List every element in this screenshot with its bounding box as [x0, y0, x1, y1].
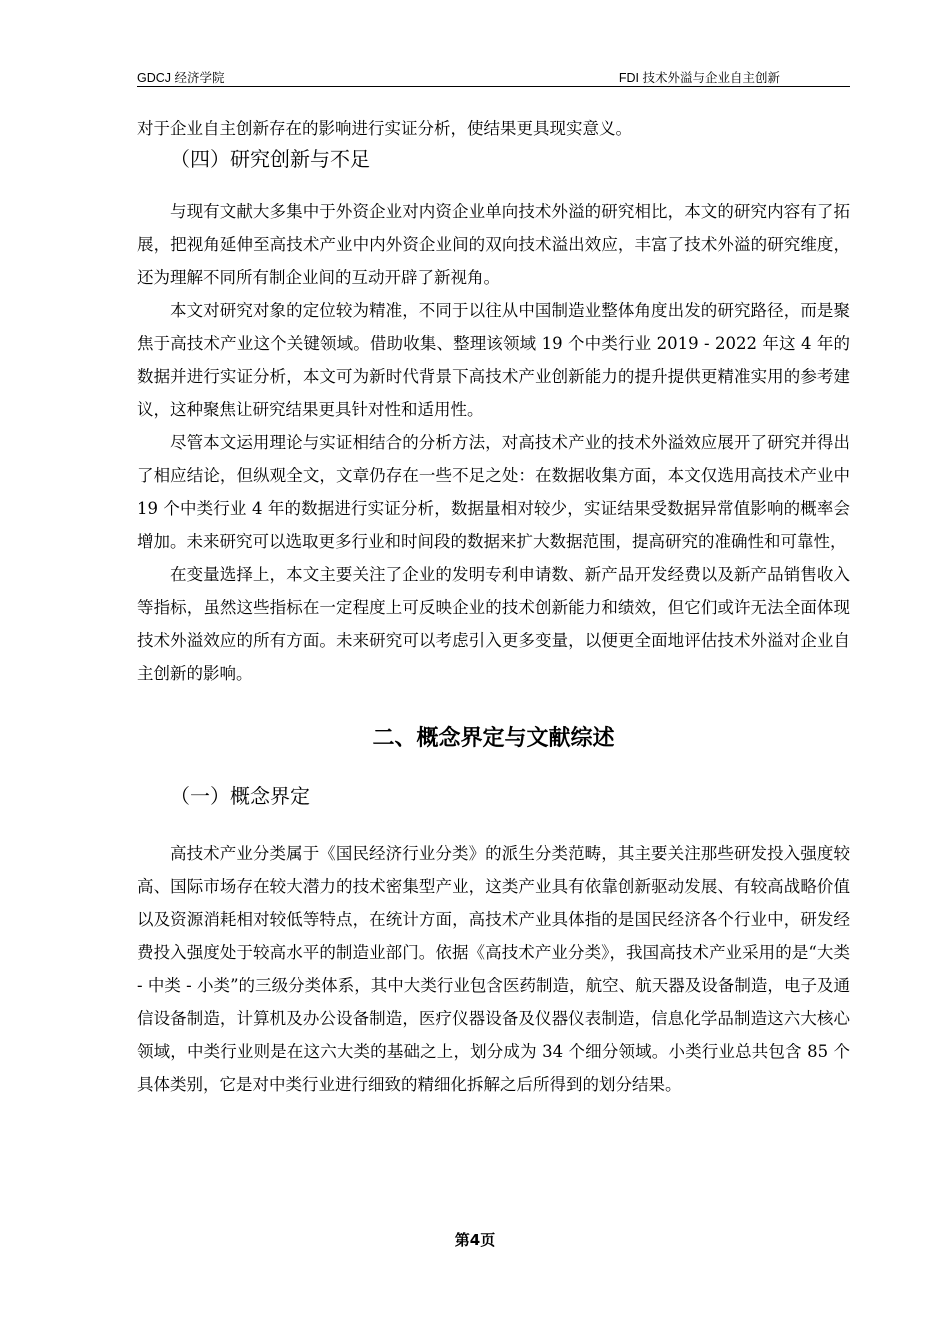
- header-right-text: FDI 技术外溢与企业自主创新: [618, 71, 780, 85]
- section1-paragraph: 高技术产业分类属于《国民经济行业分类》的派生分类范畴，其主要关注那些研发投入强度较高、国际市场存在较大潜力的技术密集型产业，这类产业具有依靠创新驱动发展、有较高战略价值以及资源消耗相对较低等特点，在统计方面，高技术产业具体指的是国民经济各个行业中，研发经费投入强度处于较高水平的制造业部门。依据《高技术产业分类》，我国高技术产业采用的是“大类 - 中类 - 小类”的三级分类体系，其中大类行业包含医药制造，航空、航天器及设备制造，电子及通信设备制造，计算机及办公设备制造，医疗仪器设备及仪器仪表制造，信息化学品制造这六大核心领域，中类行业则是在这六大类的基础之上，划分成为 34 个细分领域。小类行业总共包含 85 个具体类别，它是对中类行业进行细致的精细化拆解之后所得到的划分结果。: [137, 844, 850, 1094]
- section4-paragraph-1: 与现有文献大多集中于外资企业对内资企业单向技术外溢的研究相比，本文的研究内容有了拓展，把视角延伸至高技术产业中内外资企业间的双向技术溢出效应，丰富了技术外溢的研究维度，还为理解不同所有制企业间的互动开辟了新视角。: [137, 202, 850, 287]
- section4-heading: （四）研究创新与不足: [170, 147, 370, 171]
- section1-heading: （一）概念界定: [170, 784, 310, 808]
- section4-paragraph-4: 在变量选择上，本文主要关注了企业的发明专利申请数、新产品开发经费以及新产品销售收入等指标，虽然这些指标在一定程度上可反映企业的技术创新能力和绩效，但它们或许无法全面体现技术外溢效应的所有方面。未来研究可以考虑引入更多变量，以便更全面地评估技术外溢对企业自主创新的影响。: [137, 565, 850, 683]
- header-left-text: GDCJ 经济学院: [137, 71, 225, 85]
- intro-line: 对于企业自主创新存在的影响进行实证分析，使结果更具现实意义。: [137, 119, 632, 138]
- section4-paragraph-2: 本文对研究对象的定位较为精准，不同于以往从中国制造业整体角度出发的研究路径，而是聚焦于高技术产业这个关键领域。借助收集、整理该领域 19 个中类行业 2019 - 2022 年这 4 年的数据并进行实证分析，本文可为新时代背景下高技术产业创新能力的提升提供更精准实用的参考建议，这种聚焦让研究结果更具针对性和适用性。: [137, 301, 850, 419]
- chapter2-heading: 二、概念界定与文献综述: [372, 726, 615, 751]
- page-number: 第4页: [454, 1231, 496, 1249]
- section4-paragraph-3: 尽管本文运用理论与实证相结合的分析方法，对高技术产业的技术外溢效应展开了研究并得出了相应结论，但纵观全文，文章仍存在一些不足之处：在数据收集方面，本文仅选用高技术产业中 19 个中类行业 4 年的数据进行实证分析，数据量相对较少，实证结果受数据异常值影响的概率会增加。未来研究可以选取更多行业和时间段的数据来扩大数据范围，提高研究的准确性和可靠性，: [137, 433, 850, 551]
- page-header: [137, 66, 850, 87]
- page-content: [137, 112, 850, 1101]
